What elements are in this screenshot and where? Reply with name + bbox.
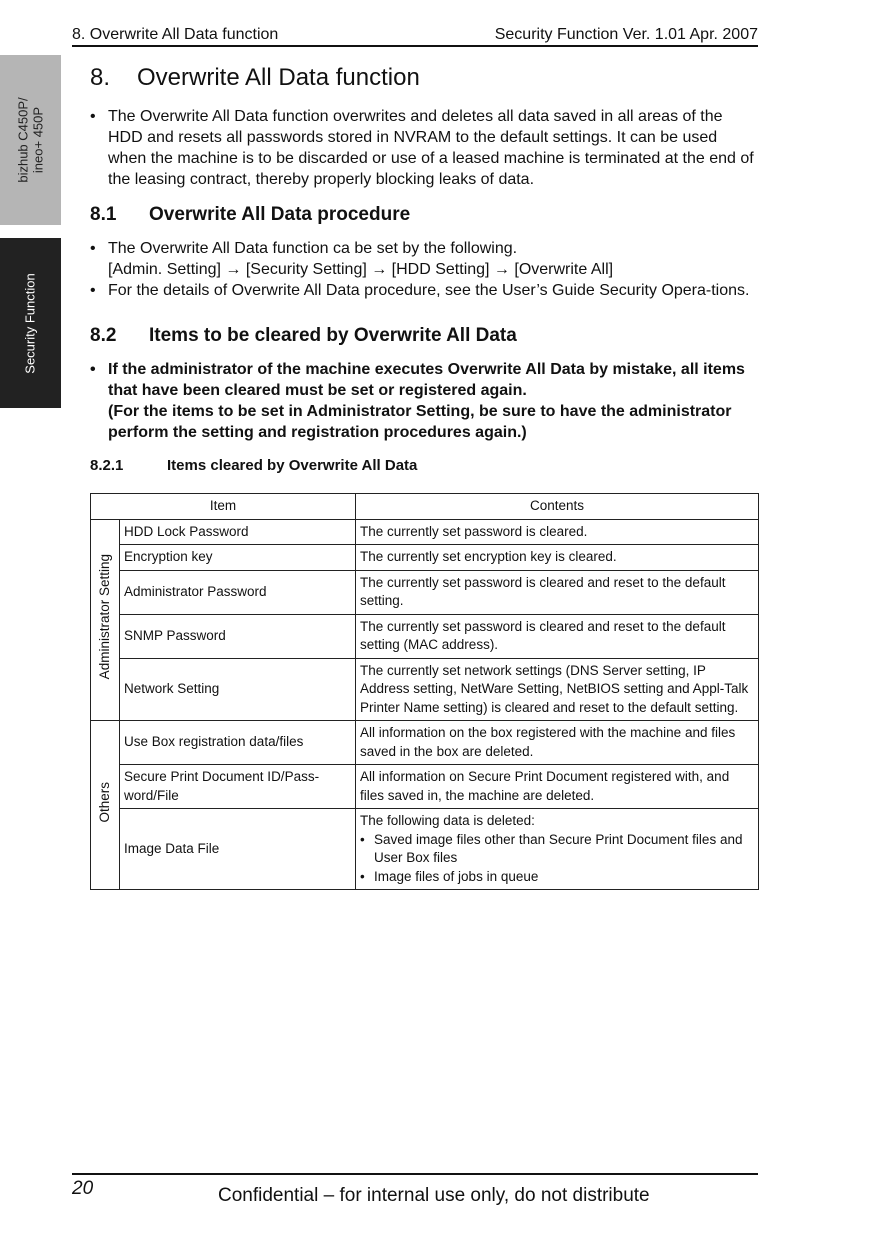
row-contents: All information on the box registered with the machine and files saved in the box are deleted.	[356, 721, 759, 765]
group-cell-admin	[91, 519, 120, 721]
row-item: Secure Print Document ID/Pass-word/File	[120, 765, 356, 809]
section-8-1-list	[90, 238, 758, 301]
warning-line-1: • If the administrator of the machine executes Overwrite All Data by mistake, all items that have been cleared must be set or registered again.	[108, 361, 745, 399]
section-8-1-number: 8.1	[90, 204, 117, 225]
row-item: Network Setting	[120, 658, 356, 721]
row-item: SNMP Password	[120, 614, 356, 658]
section-8-2-1-number: 8.2.1	[90, 457, 124, 474]
items-cleared-table	[90, 493, 759, 890]
chapter-heading	[90, 62, 758, 94]
table-row	[91, 614, 759, 658]
row-contents: All information on Secure Print Document registered with, and files saved in, the machine are deleted.	[356, 765, 759, 809]
section-8-2-1-heading	[90, 455, 758, 477]
section-8-1-heading	[90, 202, 758, 228]
table-row	[91, 809, 759, 890]
side-tab-model-line2: ineo+ 450P	[30, 106, 46, 174]
chapter-title: Overwrite All Data function	[137, 64, 420, 91]
row-contents: The currently set password is cleared.	[356, 519, 759, 545]
table-row	[91, 570, 759, 614]
side-tab-model	[0, 55, 61, 225]
table-row	[91, 658, 759, 721]
table-row	[91, 519, 759, 545]
row-contents: The currently set network settings (DNS Server setting, IP Address setting, NetWare Setting, NetBIOS setting and Appl-Talk Printer Name setting) is cleared and reset to the default setting.	[356, 658, 759, 721]
section-8-2-number: 8.2	[90, 325, 117, 346]
column-header-contents: Contents	[356, 494, 759, 520]
list-item: • Image files of jobs in queue	[360, 868, 754, 887]
group-label-others: Others	[96, 781, 112, 823]
group-label-admin: Administrator Setting	[96, 554, 112, 680]
header-chapter-title: 8. Overwrite All Data function	[72, 26, 279, 43]
menu-path: [Admin. Setting] → [Security Setting] → [HDD Setting] → [Overwrite All]	[108, 261, 614, 278]
table-row	[91, 765, 759, 809]
section-8-2-title: Items to be cleared by Overwrite All Data	[149, 325, 517, 346]
section-8-2-warning-list	[90, 359, 758, 443]
section-8-1-bullet-2: • For the details of Overwrite All Data procedure, see the User’s Guide Security Opera-tions.	[90, 280, 758, 301]
row-contents	[356, 809, 759, 890]
chapter-number: 8.	[90, 64, 111, 91]
row-item: Administrator Password	[120, 570, 356, 614]
row-item: HDD Lock Password	[120, 519, 356, 545]
section-8-2-warning	[90, 359, 758, 443]
table-header-row	[91, 494, 759, 520]
section-8-2-1-title: Items cleared by Overwrite All Data	[167, 457, 418, 474]
chapter-intro-list	[90, 106, 758, 190]
table-row	[91, 721, 759, 765]
section-8-1-title: Overwrite All Data procedure	[149, 204, 411, 225]
page-header	[72, 25, 758, 47]
group-cell-others	[91, 721, 120, 890]
row-contents: The currently set password is cleared and reset to the default setting.	[356, 570, 759, 614]
section-8-2-heading	[90, 323, 758, 349]
section-8-1-bullet-1	[90, 238, 758, 280]
side-tab-model-line1: bizhub C450P/	[15, 97, 31, 183]
row-contents: The currently set encryption key is cleared.	[356, 545, 759, 571]
section-8-1-bullet-1-line1: • The Overwrite All Data function ca be set by the following.	[108, 240, 518, 257]
warning-line-2: (For the items to be set in Administrator Setting, be sure to have the administrator perform the setting and registration procedures again.)	[108, 403, 732, 441]
page-content	[90, 62, 758, 890]
side-tab-section	[0, 238, 61, 408]
footer-rule	[72, 1173, 758, 1175]
chapter-intro-text: • The Overwrite All Data function overwrites and deletes all data saved in all areas of the HDD and resets all passwords stored in NVRAM to the default settings. It can be used when the machine is to be discarded or use of a leased machine is terminated at the end of the leasing contract, thereby properly blocking leaks of data.	[90, 106, 758, 190]
page-number: 20	[72, 1178, 94, 1199]
row-contents-intro: The following data is deleted:	[360, 813, 535, 828]
row-item: Image Data File	[120, 809, 356, 890]
row-contents: The currently set password is cleared and reset to the default setting (MAC address).	[356, 614, 759, 658]
footer-confidential-notice: Confidential – for internal use only, do not distribute	[218, 1185, 650, 1206]
row-item: Use Box registration data/files	[120, 721, 356, 765]
header-document-version: Security Function Ver. 1.01 Apr. 2007	[494, 26, 758, 43]
table-row	[91, 545, 759, 571]
row-item: Encryption key	[120, 545, 356, 571]
list-item: • Saved image files other than Secure Print Document files and User Box files	[360, 831, 754, 868]
column-header-item: Item	[91, 494, 356, 520]
side-tab-section-label: Security Function	[23, 272, 38, 374]
row-contents-bullets	[360, 831, 754, 887]
